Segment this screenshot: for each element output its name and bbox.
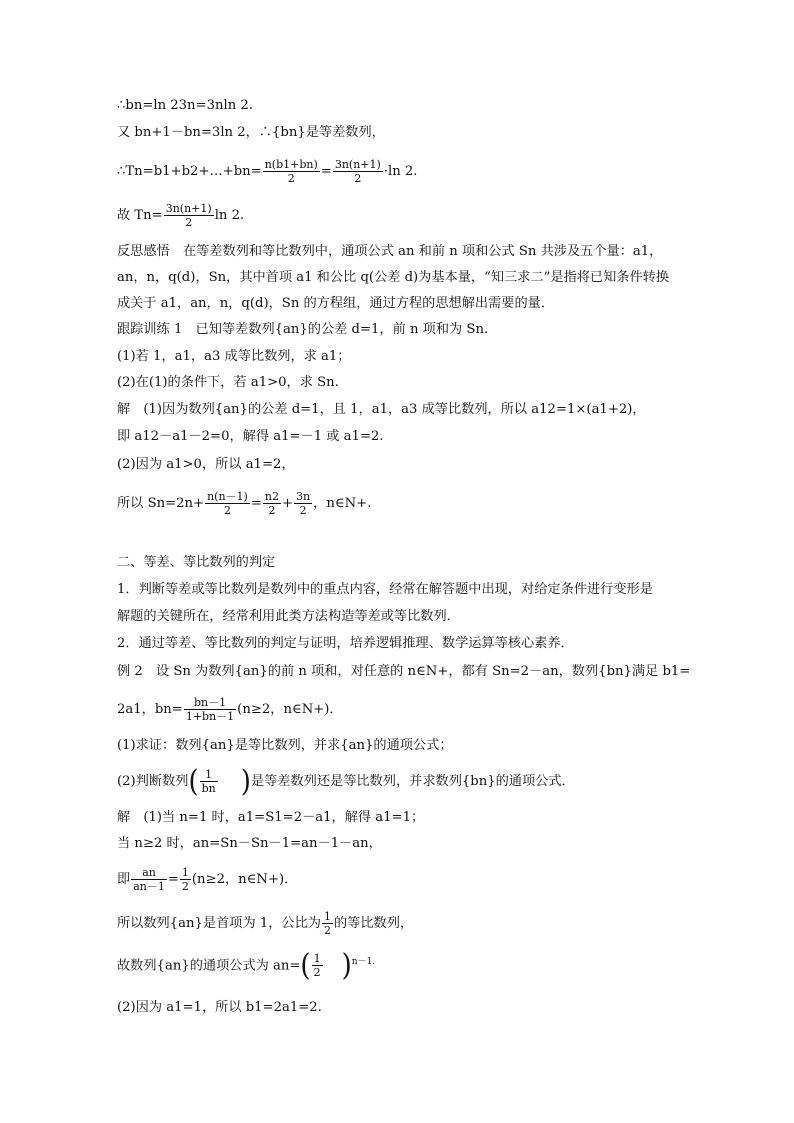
text: =	[167, 872, 179, 887]
text: 所以数列{an}是首项为 1，公比为	[117, 916, 321, 931]
example-2-part-1: (1)求证：数列{an}是等比数列，并求{an}的通项公式；	[117, 738, 453, 753]
reflection-line-1: 反思感悟 在等差数列和等比数列中，通项公式 an 和前 n 项和公式 Sn 共涉及五个量：a1，	[117, 244, 663, 259]
reflection-line-3: 成关于 a1，an，n，q(d)，Sn 的方程组，通过方程的思想解出需要的量．	[117, 296, 555, 311]
exercise-1-part-1: (1)若 1，a1，a3 成等比数列，求 a1；	[117, 349, 351, 364]
solution-1-line-3: (2)因为 a1>0，所以 a1=2，	[117, 457, 295, 472]
reflection-line-2: an，n，q(d)，Sn，其中首项 a1 和公比 q(公差 d)为基本量，“知三求二”是指将已知条件转换	[117, 270, 670, 285]
text: ，n∈N+.	[313, 496, 372, 511]
exercise-1-heading: 跟踪训练 1 已知等差数列{an}的公差 d=1，前 n 项和为 Sn.	[117, 322, 489, 337]
numerator: n2	[264, 490, 279, 503]
numerator: 3n(n+1)	[165, 202, 212, 215]
text: 的等比数列，	[333, 916, 414, 931]
text: (n≥2，n∈N+)．	[237, 702, 343, 717]
solution-2-line-2: 当 n≥2 时，an=Sn－Sn－1=an－1－an，	[117, 836, 382, 851]
fraction	[322, 910, 333, 937]
numerator: 1	[323, 910, 331, 923]
denominator: an－1	[133, 880, 165, 893]
denominator: bn	[201, 782, 216, 795]
numerator: 3n	[296, 490, 311, 503]
fraction	[184, 696, 236, 723]
denominator: 2	[181, 880, 189, 893]
solution-2-part-2: (2)因为 a1=1，所以 b1=2a1=2.	[117, 1000, 322, 1015]
text: 2a1，bn=	[117, 702, 183, 717]
example-2-line-2	[117, 696, 343, 723]
numerator: n(b1+bn)	[264, 158, 318, 171]
numerator: 1	[181, 866, 189, 879]
denominator: 2	[354, 172, 362, 185]
point-1-line-1: 1．判断等差或等比数列是数列中的重点内容，经常在解答题中出现，对给定条件进行变形是	[117, 582, 653, 597]
line-tn-result	[117, 202, 244, 229]
text: 是等差数列还是等比数列，并求数列{bn}的通项公式．	[250, 774, 575, 789]
fraction	[164, 202, 214, 229]
text: 所以 Sn=2n+	[117, 496, 205, 511]
solution-1-sn-formula	[117, 490, 371, 517]
denominator: 2	[287, 172, 295, 185]
right-brace: )	[240, 764, 251, 799]
text: ·ln 2.	[383, 164, 418, 179]
denominator: 2	[299, 504, 307, 517]
denominator: 2	[313, 966, 321, 980]
point-2: 2．通过等差、等比数列的判定与证明，培养逻辑推理、数学运算等核心素养．	[117, 636, 574, 651]
example-2-line-1: 例 2 设 Sn 为数列{an}的前 n 项和，对任意的 n∈N+，都有 Sn=2－an，数列{bn}满足 b1=	[117, 664, 691, 679]
solution-2-geometric	[117, 910, 413, 937]
numerator: bn－1	[184, 696, 236, 710]
point-1-line-2: 解题的关键所在，经常利用此类方法构造等差或等比数列．	[117, 609, 460, 624]
fraction	[263, 490, 281, 517]
fraction	[294, 490, 312, 517]
solution-2-ratio	[117, 866, 297, 893]
text: =	[320, 164, 332, 179]
line-bn-log: ∴bn=ln 23n=3nln 2.	[117, 98, 253, 113]
fraction	[180, 866, 191, 893]
text: =	[250, 496, 262, 511]
right-paren: )	[341, 948, 352, 984]
denominator: 2	[223, 504, 231, 517]
numerator: an	[131, 866, 167, 880]
numerator: 3n(n+1)	[334, 158, 381, 171]
solution-1-line-2: 即 a12－a1－2=0，解得 a1=－1 或 a1=2.	[117, 429, 384, 444]
fraction	[205, 490, 250, 517]
line-tn-sum	[117, 158, 418, 185]
text: +	[282, 496, 294, 511]
numerator: n(n－1)	[207, 490, 248, 503]
solution-1-line-1: 解 (1)因为数列{an}的公差 d=1，且 1，a1，a3 成等比数列，所以 a12=1×(a1+2)，	[117, 402, 646, 417]
text: ln 2.	[214, 208, 245, 223]
exponent: n－1.	[351, 957, 376, 967]
text: (n≥2，n∈N+)．	[191, 872, 298, 887]
text: 即	[117, 872, 131, 887]
numerator: 1	[200, 768, 218, 782]
denominator: 2	[268, 504, 276, 517]
line-bn-difference: 又 bn+1－bn=3ln 2，∴{bn}是等差数列，	[117, 125, 385, 140]
exercise-1-part-2: (2)在(1)的条件下，若 a1>0，求 Sn.	[117, 375, 339, 390]
example-2-part-2	[117, 764, 575, 799]
text: 故数列{an}的通项公式为 an=	[117, 958, 301, 974]
left-brace: (	[188, 764, 199, 799]
solution-2-line-1: 解 (1)当 n=1 时，a1=S1=2－a1，解得 a1=1；	[117, 810, 425, 825]
denominator: 2	[323, 924, 331, 937]
fraction	[312, 952, 323, 979]
fraction	[333, 158, 383, 185]
text: ∴Tn=b1+b2+…+bn=	[117, 164, 262, 179]
fraction	[263, 158, 320, 185]
section-heading: 二、等差、等比数列的判定	[117, 555, 276, 570]
denominator: 2	[185, 216, 193, 229]
solution-2-general-term	[117, 948, 376, 984]
text: (2)判断数列	[117, 774, 189, 789]
left-paren: (	[300, 948, 311, 984]
numerator: 1	[313, 952, 321, 966]
fraction	[200, 768, 218, 795]
text: 故 Tn=	[117, 208, 163, 223]
denominator: 1+bn－1	[185, 710, 235, 723]
fraction	[131, 866, 167, 893]
